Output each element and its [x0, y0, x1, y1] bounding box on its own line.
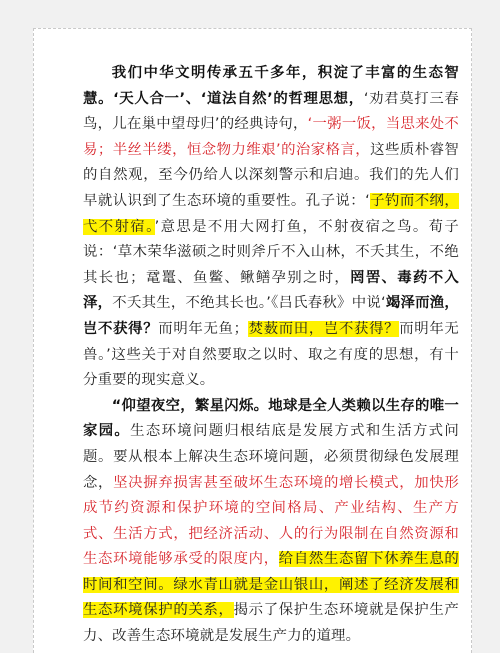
text-segment: 坚决摒弃损害甚至破坏生态环境的增长模式，加快形成节约资源和保护环境的空间格局、产业结构、生产方式、生活方式，把经济活动、人的行为限制在自然资源和生态环境能够承受的限度内，: [83, 474, 459, 568]
paragraph-1: [83, 61, 459, 394]
text-segment: “仰望夜空，繁星闪烁。地球是全人类赖以生存的唯一家园。: [83, 397, 459, 440]
text-segment: 不夭其生，不绝其长也。’《吕氏春秋》中说‘: [112, 295, 386, 312]
highlighted-text: 子钓而不纲，弋不射宿。: [83, 192, 459, 235]
text-segment: 罔罟、毒药不入泽，: [83, 269, 459, 312]
text-segment: 而明年无兽。’这些关于对自然要取之以时、取之有度的思想，有十分重要的现实意义。: [83, 320, 459, 389]
text-segment: ’意思是不用大网打鱼，不射夜宿之鸟。荀子说：‘草木荣华滋硕之时则斧斤不入山林，不夭其生，不绝其长也；鼋鼍、鱼鳖、鳅鳝孕别之时，: [83, 218, 459, 286]
document-page: [33, 28, 472, 653]
highlighted-text: 给自然生态留下休养生息的时间和空间。绿水青山就是金山银山，阐述了经济发展和生态环境保护的关系，: [83, 551, 459, 619]
article-body: [83, 61, 459, 650]
text-segment: 揭示了保护生态环境就是保护生产力、改善生态环境就是发展生产力的道理。: [83, 602, 459, 645]
text-segment: 竭泽而渔，岂不获得？: [83, 295, 459, 337]
text-segment: ‘一粥一饭，当思来处不易；半丝半缕，恒念物力维艰’的治家格言，: [83, 116, 459, 158]
text-segment: 这些质朴睿智的自然观，至今仍给人以深刻警示和启迪。我们的先人们早就认识到了生态环境的重要性。孔子说：‘: [83, 141, 460, 209]
paragraph-2: [83, 394, 459, 650]
text-segment: 我们中华文明传承五千多年，积淀了丰富的生态智慧。: [83, 65, 459, 107]
highlighted-text: 焚薮而田，岂不获得？: [248, 320, 400, 337]
text-segment: 生态环境问题归根结底是发展方式和生活方式问题。要从根本上解决生态环境问题，必须贯彻绿色发展理念，: [83, 423, 459, 491]
text-segment: 而明年无鱼；: [158, 320, 249, 337]
text-segment: ‘劝君莫打三春鸟，儿在巢中望母归’的经典诗句，: [83, 90, 460, 133]
text-segment: ‘天人合一’、‘道法自然’的哲理思想，: [113, 90, 364, 107]
